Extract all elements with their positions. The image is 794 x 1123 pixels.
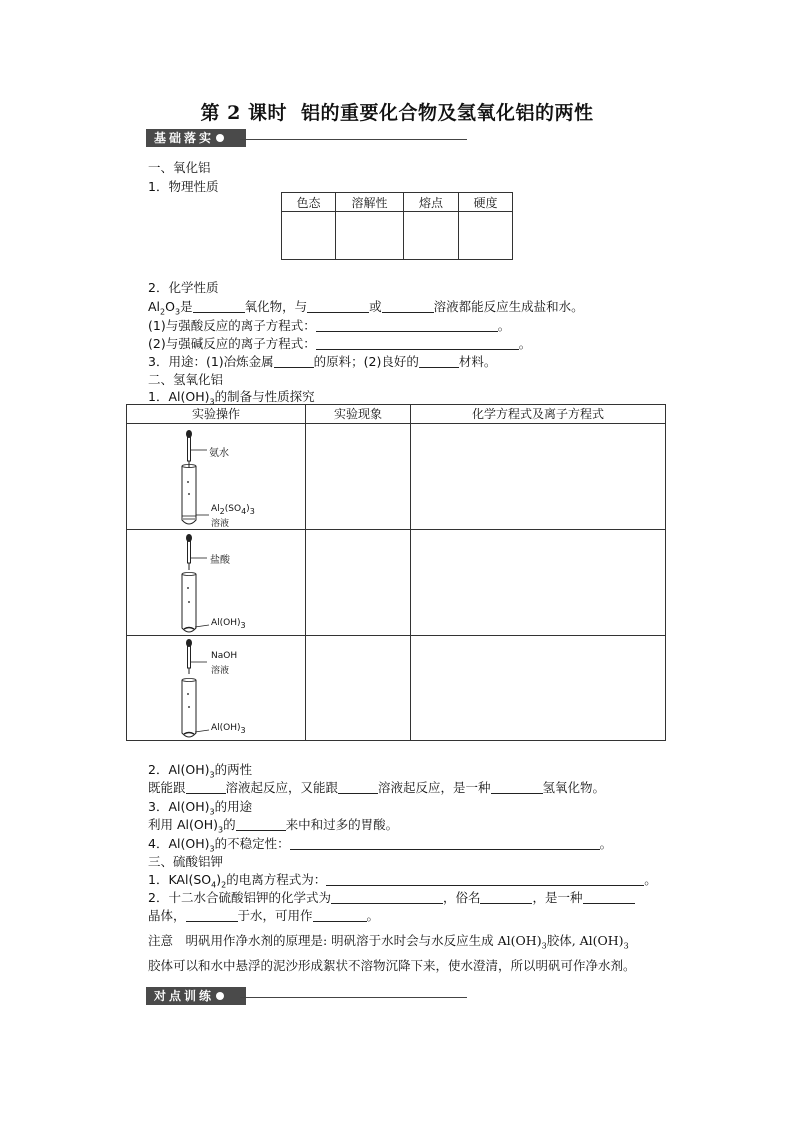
answer-blank[interactable] [326, 873, 644, 886]
table-header: 溶解性 [336, 193, 404, 212]
table-header: 硬度 [459, 193, 513, 212]
answer-blank[interactable] [419, 355, 459, 368]
heading-alum: 三、硫酸铝钾 [148, 854, 224, 869]
answer-blank[interactable] [186, 781, 226, 794]
table-header: 化学方程式及离子方程式 [411, 405, 666, 424]
equation-cell [411, 530, 666, 636]
lesson-topic: 铝的重要化合物及氢氧化铝的两性 [300, 102, 594, 124]
equation-cell [411, 424, 666, 530]
reagent-label: 溶液 [211, 666, 230, 676]
amphoteric-label: 2．$Al(OH)_3$的两性 [148, 762, 253, 780]
amphoteric-line: 既能跟 溶液起反应，又能跟 溶液起反应，是一种 氢氧化物。 [148, 780, 606, 795]
bullet-dot-icon [216, 134, 224, 142]
table-header: 色态 [282, 193, 336, 212]
ionization-line: 1．$KAl(SO_4)_2$的电离方程式为： 。 [148, 872, 657, 890]
answer-blank[interactable] [274, 355, 314, 368]
alum-use-line: 晶体， 于水，可用作 。 [148, 908, 380, 923]
answer-blank[interactable] [186, 909, 238, 922]
table-header: 熔点 [404, 193, 459, 212]
observation-cell [306, 424, 411, 530]
equation-cell [411, 636, 666, 741]
alum-formula-line: 2．十二水合硫酸铝钾的化学式为 ，俗名 ，是一种 [148, 888, 635, 906]
instability-line: 4．$Al(OH)_3$的不稳定性： 。 [148, 836, 613, 854]
lesson-number: 第 2 课时 [200, 102, 287, 124]
experiment-diagram-cell [127, 424, 306, 530]
answer-blank[interactable] [382, 300, 434, 313]
answer-blank[interactable] [491, 781, 543, 794]
physical-properties-label: 1．物理性质 [148, 179, 219, 194]
answer-blank[interactable] [338, 781, 378, 794]
observation-cell [306, 636, 411, 741]
alumina-reaction-line: $Al_2O_3$是 氧化物，与 或 溶液都能反应生成盐和水。 [148, 299, 584, 317]
observation-cell [306, 530, 411, 636]
base-equation-line: (2)与强碱反应的离子方程式： 。 [148, 336, 532, 351]
uses-line: 利用 $Al(OH)_3$的 来中和过多的胃酸。 [148, 817, 399, 835]
reagent-label: 盐酸 [210, 555, 230, 566]
reagent-label: NaOH [211, 651, 238, 661]
reagent-label: 溶液 [211, 519, 230, 529]
answer-blank[interactable] [307, 300, 369, 313]
acid-equation-line: (1)与强酸反应的离子方程式： 。 [148, 318, 511, 333]
answer-blank[interactable] [193, 300, 245, 313]
table-header: 实验操作 [127, 405, 306, 424]
answer-blank[interactable] [290, 837, 600, 850]
banner-rule [240, 997, 467, 998]
section-banner-practice: 对点训练 [146, 987, 246, 1005]
table-header: 实验现象 [306, 405, 411, 424]
table-row [127, 530, 666, 636]
heading-aluminum-hydroxide: 二、氢氧化铝 [148, 372, 224, 387]
table-row [127, 636, 666, 741]
prep-label: 1．$Al(OH)_3$的制备与性质探究 [148, 389, 315, 407]
page-title [0, 98, 794, 125]
reagent-label: $Al(OH)_3$ [211, 618, 246, 630]
answer-blank[interactable] [316, 319, 498, 332]
table-cell-blank [404, 212, 459, 260]
answer-blank[interactable] [480, 891, 532, 904]
note-line-1: 注意 明矾用作净水剂的原理是: 明矾溶于水时会与水反应生成 $Al(OH)_3$胶体, $Al(OH)_3$ [148, 933, 629, 951]
uses-label: 3．$Al(OH)_3$的用途 [148, 799, 253, 817]
physical-properties-table [281, 192, 513, 260]
heading-alumina: 一、氧化铝 [148, 160, 211, 175]
reagent-label: $Al(OH)_3$ [211, 723, 246, 735]
answer-blank[interactable] [316, 337, 519, 350]
reagent-label: 氨水 [209, 448, 229, 459]
answer-blank[interactable] [331, 891, 443, 904]
experiment-diagram-cell [127, 636, 306, 741]
uses-line: 3．用途：(1)冶炼金属 的原料；(2)良好的 材料。 [148, 354, 497, 369]
answer-blank[interactable] [583, 891, 635, 904]
answer-blank[interactable] [236, 818, 286, 831]
table-row [127, 424, 666, 530]
answer-blank[interactable] [313, 909, 367, 922]
bullet-dot-icon [216, 992, 224, 1000]
banner-rule [240, 139, 467, 140]
section-banner-basics: 基础落实 [146, 129, 246, 147]
table-cell-blank [336, 212, 404, 260]
chemical-properties-label: 2．化学性质 [148, 280, 219, 295]
experiment-table [126, 404, 666, 741]
table-cell-blank [459, 212, 513, 260]
note-line-2: 胶体可以和水中悬浮的泥沙形成絮状不溶物沉降下来，使水澄清，所以明矾可作净水剂。 [148, 958, 636, 973]
reagent-label: $Al_2(SO_4)_3$ [211, 504, 255, 516]
experiment-diagram-cell [127, 530, 306, 636]
table-cell-blank [282, 212, 336, 260]
